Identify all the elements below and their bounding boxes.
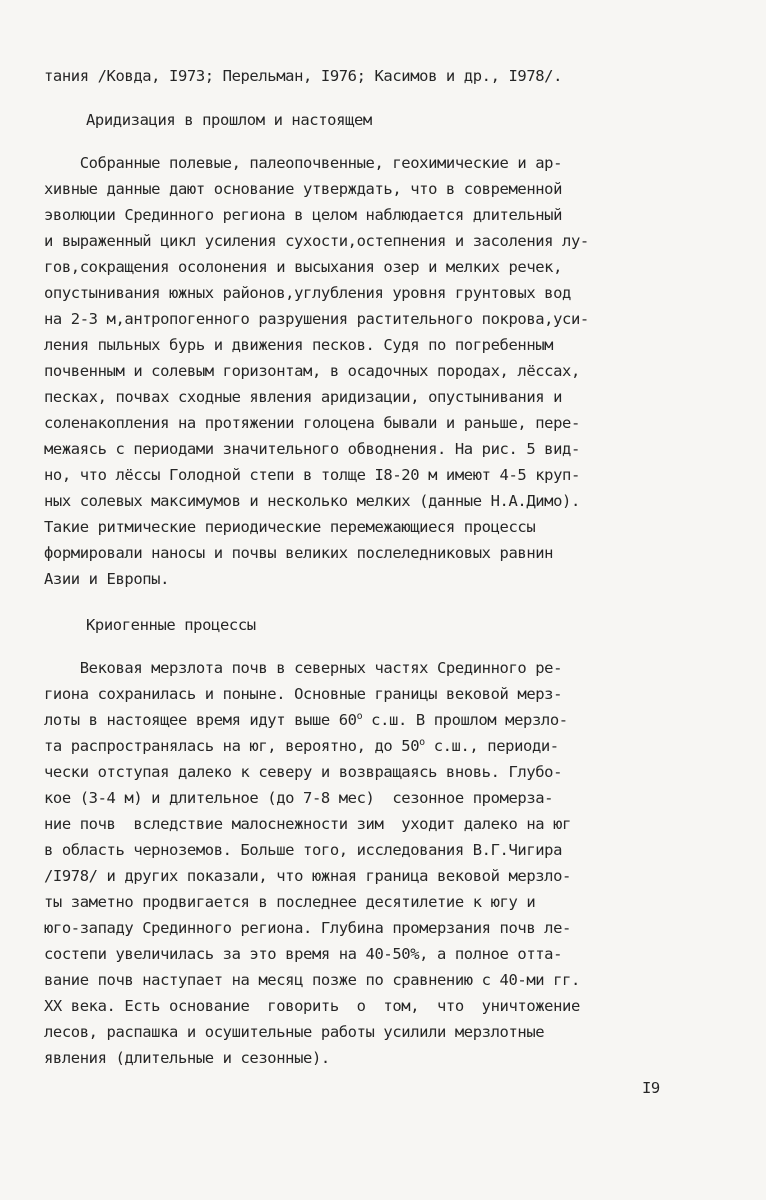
text-line: /I978/ и других показали, что южная граница вековой мерзло- xyxy=(44,867,571,885)
degree-superscript: о xyxy=(419,737,425,748)
text-segment: с.ш., периоди- xyxy=(424,737,559,755)
text-line: Собранные полевые, палеопочвенные, геохимические и ар- xyxy=(44,154,563,172)
text-line: на 2-3 м,антропогенного разрушения растительного покрова,уси- xyxy=(44,310,589,328)
text-line: соленакопления на протяжении голоцена бывали и раньше, пере- xyxy=(44,414,580,432)
text-line: гиона сохранилась и поныне. Основные границы вековой мерз- xyxy=(44,685,563,703)
text-line: но, что лёссы Голодной степи в толще I8-20 м имеют 4-5 круп- xyxy=(44,466,580,484)
text-line: кое (3-4 м) и длительное (до 7-8 мес) сезонное промерза- xyxy=(44,789,554,807)
text-line: и выраженный цикл усиления сухости,остепнения и засоления лу- xyxy=(44,232,589,250)
text-line: вание почв наступает на месяц позже по сравнению с 40-ми гг. xyxy=(44,971,580,989)
text-segment: лоты в настоящее время идут выше 60 xyxy=(44,711,357,729)
text-line: лесов, распашка и осушительные работы усилили мерзлотные xyxy=(44,1023,545,1041)
text-line: Азии и Европы. xyxy=(44,570,170,588)
text-line: явления (длительные и сезонные). xyxy=(44,1049,330,1067)
text-line: опустынивания южных районов,углубления уровня грунтовых вод xyxy=(44,284,571,302)
text-line: межаясь с периодами значительного обводнения. На рис. 5 вид- xyxy=(44,440,580,458)
text-line: юго-западу Срединного региона. Глубина промерзания почв ле- xyxy=(44,919,571,937)
text-line: ления пыльных бурь и движения песков. Судя по погребенным xyxy=(44,336,554,354)
text-line xyxy=(44,734,559,758)
intro-line: тания /Ковда, I973; Перельман, I976; Касимов и др., I978/. xyxy=(44,67,563,85)
text-line: эволюции Срединного региона в целом наблюдается длительный xyxy=(44,206,563,224)
section-heading-aridization: Аридизация в прошлом и настоящем xyxy=(86,111,372,129)
page-number: I9 xyxy=(642,1079,660,1097)
text-line: XX века. Есть основание говорить о том, что уничтожение xyxy=(44,997,580,1015)
text-line: ние почв вследствие малоснежности зим уходит далеко на юг xyxy=(44,815,571,833)
text-line: песках, почвах сходные явления аридизации, опустынивания и xyxy=(44,388,563,406)
text-segment: та распространялась на юг, вероятно, до 50 xyxy=(44,737,420,755)
text-line: ных солевых максимумов и несколько мелких (данные Н.А.Димо). xyxy=(44,492,580,510)
section-heading-cryogenic: Криогенные процессы xyxy=(86,616,256,634)
text-line: Такие ритмические периодические перемежающиеся процессы xyxy=(44,518,536,536)
text-line: чески отступая далеко к северу и возвращаясь вновь. Глубо- xyxy=(44,763,563,781)
text-line: почвенным и солевым горизонтам, в осадочных породах, лёссах, xyxy=(44,362,580,380)
degree-superscript: о xyxy=(356,711,363,722)
text-segment: с.ш. В прошлом мерзло- xyxy=(362,711,568,729)
text-line: в область черноземов. Больше того, исследования В.Г.Чигира xyxy=(44,841,563,859)
text-line xyxy=(44,708,568,732)
text-line: Вековая мерзлота почв в северных частях Срединного ре- xyxy=(44,659,563,677)
text-line: хивные данные дают основание утверждать, что в современной xyxy=(44,180,563,198)
text-line: состепи увеличилась за это время на 40-50%, а полное отта- xyxy=(44,945,563,963)
text-line: ты заметно продвигается в последнее десятилетие к югу и xyxy=(44,893,536,911)
text-line: гов,сокращения осолонения и высыхания озер и мелких речек, xyxy=(44,258,563,276)
text-line: формировали наносы и почвы великих послеледниковых равнин xyxy=(44,544,554,562)
